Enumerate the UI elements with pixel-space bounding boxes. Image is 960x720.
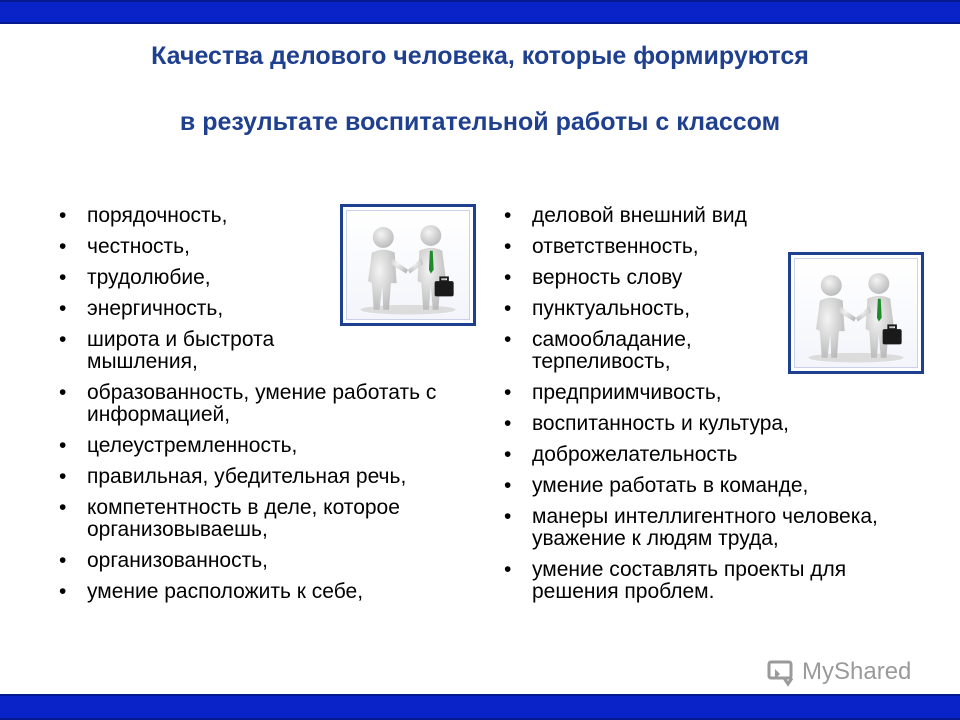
list-item: • честность,: [52, 236, 452, 258]
watermark-text: MyShared: [802, 658, 912, 685]
list-item: • умение расположить к себе,: [52, 581, 452, 603]
list-item: • целеустремленность,: [52, 435, 452, 457]
list-item: • деловой внешний вид: [497, 205, 937, 227]
list-item: • трудолюбие,: [52, 267, 452, 289]
list-item: • правильная, убедительная речь,: [52, 466, 437, 488]
list-item: • манеры интеллигентного человека, уважение к людям труда,: [497, 506, 902, 550]
slide-title-line-1: Качества делового человека, которые формируются: [151, 42, 809, 70]
handshake-illustration-left: [340, 204, 476, 326]
list-item: • порядочность,: [52, 205, 452, 227]
handshake-illustration-right: [788, 252, 924, 374]
list-item: • организованность,: [52, 550, 452, 572]
slide-title-line-2: в результате воспитательной работы с классом: [179, 108, 781, 136]
list-item: • пунктуальность,: [497, 298, 937, 320]
list-item: • предприимчивость,: [497, 382, 937, 404]
list-item: • умение работать в команде,: [497, 475, 937, 497]
handshake-icon: [343, 207, 473, 323]
list-item: • энергичность,: [52, 298, 452, 320]
list-item: • образованность, умение работать с информацией,: [52, 382, 452, 426]
handshake-icon: [791, 255, 921, 371]
top-bar: [0, 0, 960, 24]
list-item: • самообладание, терпеливость,: [497, 329, 782, 373]
list-item: • широта и быстрота мышления,: [52, 329, 342, 373]
myshared-watermark: [766, 656, 911, 688]
list-item: • умение составлять проекты для решения проблем.: [497, 559, 902, 603]
list-item: • ответственность,: [497, 236, 937, 258]
list-item: • компетентность в деле, которое организовываешь,: [52, 497, 437, 541]
list-item: • доброжелательность: [497, 444, 937, 466]
list-item: • верность слову: [497, 267, 937, 289]
bottom-bar: [0, 694, 960, 720]
myshared-logo-icon: [766, 656, 798, 688]
list-item: • воспитанность и культура,: [497, 413, 937, 435]
